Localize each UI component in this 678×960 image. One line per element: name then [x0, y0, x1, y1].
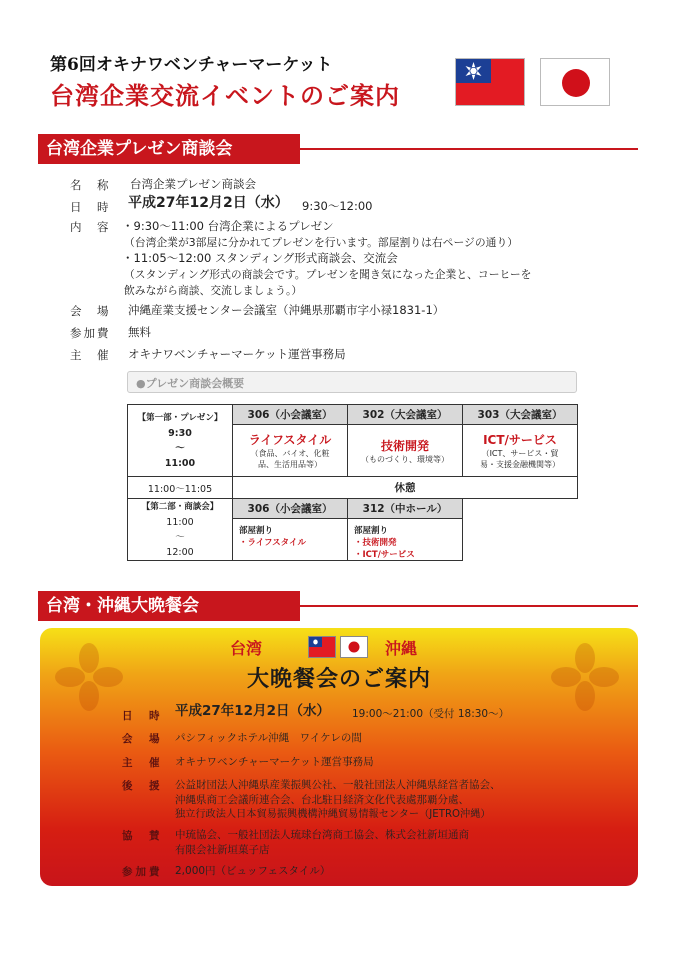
dinner-word-taiwan: 台湾	[230, 639, 263, 658]
dinner-word-okinawa: 沖縄	[385, 639, 418, 658]
room-theme-cell	[233, 425, 348, 477]
value-time: 9:30〜12:00	[302, 199, 373, 213]
part1-tilde: 〜	[175, 442, 185, 454]
theme-ict: ICT/サービス	[483, 433, 557, 447]
overview-title: ●プレゼン商談会概要	[136, 377, 245, 390]
content-line: （スタンディング形式の商談会です。プレゼンを聞き気になった企業と、コーヒーを	[124, 268, 532, 281]
break-time: 11:00〜11:05	[128, 477, 233, 499]
schedule-table	[127, 404, 578, 561]
dinner-banner	[40, 628, 638, 886]
room-header: 312（中ホール）	[348, 499, 463, 519]
event-series-title: 第6回オキナワベンチャーマーケット	[50, 55, 333, 75]
content-line: 飲みながら商談、交流しましょう。）	[124, 284, 303, 297]
room-header: 302（大会議室）	[348, 405, 463, 425]
hibiscus-decoration-icon	[54, 642, 124, 712]
japan-flag-image	[540, 58, 610, 106]
room-header: 306（小会議室）	[233, 499, 348, 519]
alloc-cell	[348, 519, 463, 561]
dinner-venue: パシフィックホテル沖縄 ワイケレの間	[175, 732, 362, 744]
room-theme-cell	[348, 425, 463, 477]
dinner-date: 平成27年12月2日（水）	[175, 703, 330, 719]
part2-cell	[128, 499, 233, 561]
dinner-organizer: オキナワベンチャーマーケット運営事務局	[175, 756, 374, 768]
dinner-label-organizer: 主 催	[122, 757, 163, 769]
theme-desc: （食品、バイオ、化粧品、生活用品等）	[250, 449, 330, 469]
theme-desc: （ものづくり、環境等）	[361, 454, 449, 464]
content-line: ・9:30〜11:00 台湾企業によるプレゼン	[122, 219, 334, 233]
alloc-item: ・ICT/サービス	[354, 550, 415, 560]
dinner-label-support: 後 援	[122, 780, 163, 792]
dinner-label-sponsor: 協 賛	[122, 830, 163, 842]
content-line: ・11:05〜12:00 スタンディング形式商談会、交流会	[122, 251, 398, 265]
dinner-sponsor-line: 有限会社新垣菓子店	[175, 844, 270, 856]
overview-title-box	[127, 371, 577, 393]
theme-desc: （ICT、サービス・貿易・支援金融機関等）	[480, 449, 560, 469]
theme-tech: 技術開発	[380, 438, 429, 453]
value-organizer: オキナワベンチャーマーケット運営事務局	[128, 347, 346, 361]
dinner-support-line: 公益財団法人沖縄県産業振興公社、一般社団法人沖縄県経営者協会、	[175, 779, 501, 791]
value-date: 平成27年12月2日（水）	[128, 195, 289, 211]
value-fee: 無料	[128, 325, 151, 339]
part2-start: 11:00	[166, 516, 194, 528]
part1-start: 9:30	[168, 427, 192, 439]
section-heading-presentation: 台湾企業プレゼン商談会	[38, 134, 300, 164]
dinner-support-line: 沖縄県商工会議所連合会、台北駐日経済文化代表處那覇分處、	[175, 794, 469, 806]
dinner-label-fee: 参加費	[122, 866, 163, 878]
value-name: 台湾企業プレゼン商談会	[130, 177, 257, 191]
room-header: 306（小会議室）	[233, 405, 348, 425]
section-heading-dinner: 台湾・沖縄大晩餐会	[38, 591, 300, 621]
dinner-time: 19:00〜21:00（受付 18:30〜）	[352, 708, 510, 720]
taiwan-flag-image	[308, 636, 336, 658]
part1-end: 11:00	[164, 457, 196, 469]
alloc-label: 部屋割り	[354, 526, 389, 536]
hibiscus-decoration-icon	[550, 642, 620, 712]
section-divider	[298, 148, 638, 150]
part1-cell	[128, 405, 233, 477]
empty-cell	[463, 499, 578, 561]
part2-end: 12:00	[166, 546, 194, 558]
part1-label: 【第一部・プレゼン】	[137, 412, 223, 423]
label-name: 名 称	[70, 178, 111, 192]
value-venue: 沖縄産業支援センター会議室（沖縄県那覇市字小禄1831-1）	[128, 303, 445, 317]
alloc-label: 部屋割り	[239, 526, 274, 536]
room-header: 303（大会議室）	[463, 405, 578, 425]
label-venue: 会 場	[70, 304, 111, 318]
dinner-sponsor-line: 中琉協会、一般社団法人琉球台湾商工協会、株式会社新垣通商	[175, 829, 469, 841]
room-theme-cell	[463, 425, 578, 477]
dinner-label-datetime: 日 時	[122, 710, 163, 722]
label-fee: 参加費	[70, 326, 111, 340]
content-line: （台湾企業が3部屋に分かれてプレゼンを行います。部屋割りは右ページの通り）	[124, 236, 519, 249]
japan-flag-image	[340, 636, 368, 658]
section-divider	[298, 605, 638, 607]
page-title: 台湾企業交流イベントのご案内	[50, 81, 400, 110]
label-organizer: 主 催	[70, 348, 111, 362]
dinner-support-line: 独立行政法人日本貿易振興機構沖縄貿易情報センター（JETRO沖縄）	[175, 809, 491, 820]
theme-lifestyle: ライフスタイル	[248, 433, 332, 447]
part2-tilde: 〜	[175, 531, 185, 543]
label-content: 内 容	[70, 220, 111, 234]
taiwan-flag-image	[455, 58, 525, 106]
label-datetime: 日 時	[70, 200, 111, 214]
part2-label: 【第二部・商談会】	[141, 501, 219, 512]
dinner-title: 大晩餐会のご案内	[247, 666, 432, 692]
alloc-cell	[233, 519, 348, 561]
alloc-item: ・技術開発	[354, 538, 397, 548]
alloc-item: ・ライフスタイル	[239, 538, 306, 548]
dinner-label-venue: 会 場	[122, 733, 163, 745]
dinner-fee: 2,000円（ビュッフェスタイル）	[175, 865, 331, 877]
break-label: 休憩	[233, 477, 578, 499]
